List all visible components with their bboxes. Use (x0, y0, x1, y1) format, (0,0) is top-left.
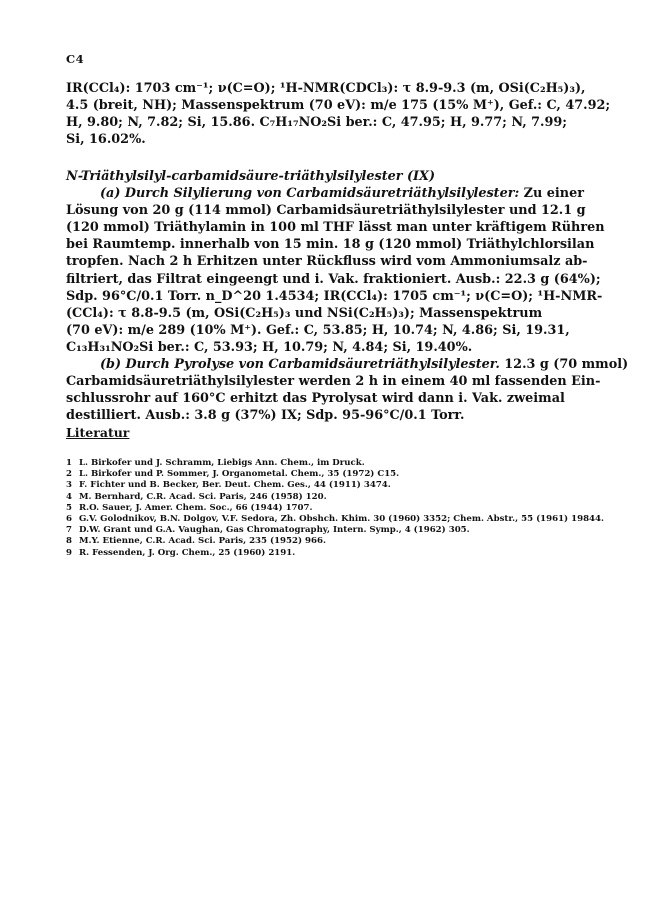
page-label: C4 (66, 52, 85, 66)
reference-text: L. Birkofer und P. Sommer, J. Organometal. Chem., 35 (1972) C15. (79, 469, 400, 480)
section-compound-ix (66, 168, 629, 424)
method-a-first-text: Zu einer (519, 186, 584, 202)
method-a-first-line (66, 185, 626, 202)
reference-number: 8 (66, 536, 72, 547)
section-spectral-data (66, 80, 626, 148)
reference-number: 5 (66, 502, 72, 513)
text-line: Carbamidsäuretriäthylsilylester werden 2 h in einem 40 ml fassenden Ein- (66, 374, 601, 390)
compound-heading: N-Triäthylsilyl-carbamidsäure-triäthylsilylester (IX) (66, 169, 435, 184)
method-b-first-line (66, 356, 629, 373)
reference-text: R.O. Sauer, J. Amer. Chem. Soc., 66 (1944) 1707. (79, 502, 313, 513)
text-line: (CCl₄): τ 8.8-9.5 (m, OSi(C₂H₅)₃ und NSi(C₂H₅)₃); Massenspektrum (66, 305, 543, 321)
text-line: C₁₃H₃₁NO₂Si ber.: C, 53.93; H, 10.79; N, 4.84; Si, 19.40%. (66, 339, 473, 355)
text-line: tropfen. Nach 2 h Erhitzen unter Rückfluss wird vom Ammoniumsalz ab- (66, 254, 588, 270)
text-line: destilliert. Ausb.: 3.8 g (37%) IX; Sdp. 95-96°C/0.1 Torr. (66, 408, 465, 424)
text-line: H, 9.80; N, 7.82; Si, 15.86. C₇H₁₇NO₂Si ber.: C, 47.95; H, 9.77; N, 7.99; (66, 115, 568, 131)
reference-number: 6 (66, 514, 72, 525)
method-a-label: (a) Durch Silylierung von Carbamidsäuretriäthylsilylester: (100, 186, 520, 202)
reference-text: D.W. Grant und G.A. Vaughan, Gas Chromatography, Intern. Symp., 4 (1962) 305. (79, 525, 470, 536)
reference-number: 1 (66, 458, 72, 468)
reference-number: 7 (66, 525, 72, 536)
literature-heading: Literatur (66, 425, 130, 440)
reference-number: 2 (66, 469, 72, 480)
reference-item (66, 503, 626, 514)
reference-item (66, 458, 626, 469)
text-line: schlussrohr auf 160°C erhitzt das Pyrolysat wird dann i. Vak. zweimal (66, 391, 565, 407)
reference-list (66, 458, 626, 559)
reference-number: 3 (66, 480, 72, 491)
reference-text: R. Fessenden, J. Org. Chem., 25 (1960) 2191. (79, 547, 296, 558)
text-line: (120 mmol) Triäthylamin in 100 ml THF lässt man unter kräftigem Rühren (66, 220, 605, 236)
text-line: Lösung von 20 g (114 mmol) Carbamidsäuretriäthylsilylester und 12.1 g (66, 203, 586, 219)
reference-item (66, 548, 626, 559)
text-line: 4.5 (breit, NH); Massenspektrum (70 eV): m/e 175 (15% M⁺), Gef.: C, 47.92; (66, 98, 611, 114)
reference-item (66, 525, 626, 536)
text-line: Si, 16.02%. (66, 132, 146, 148)
reference-item (66, 469, 626, 480)
text-line: filtriert, das Filtrat eingeengt und i. Vak. fraktioniert. Ausb.: 22.3 g (64%); (66, 271, 601, 287)
text-line: IR(CCl₄): 1703 cm⁻¹; ν(C=O); ¹H-NMR(CDCl₃): τ 8.9-9.3 (m, OSi(C₂H₅)₃), (66, 81, 586, 96)
method-b-first-text: 12.3 g (70 mmol) (499, 357, 629, 373)
text-line: bei Raumtemp. innerhalb von 15 min. 18 g (120 mmol) Triäthylchlorsilan (66, 237, 595, 253)
reference-text: L. Birkofer und J. Schramm, Liebigs Ann. Chem., im Druck. (79, 458, 365, 468)
reference-item (66, 536, 626, 547)
reference-number: 9 (66, 547, 72, 558)
text-line: (70 eV): m/e 289 (10% M⁺). Gef.: C, 53.85; H, 10.74; N, 4.86; Si, 19.31, (66, 322, 570, 338)
reference-text: M. Bernhard, C.R. Acad. Sci. Paris, 246 (1958) 120. (79, 491, 327, 502)
reference-text: F. Fichter und B. Becker, Ber. Deut. Chem. Ges., 44 (1911) 3474. (79, 480, 391, 491)
reference-text: G.V. Golodnikov, B.N. Dolgov, V.F. Sedora, Zh. Obshch. Khim. 30 (1960) 3352; Chem. Abstr., 55 (1961) 19844. (79, 514, 605, 525)
method-b-label: (b) Durch Pyrolyse von Carbamidsäuretriäthylsilylester. (100, 357, 500, 373)
reference-item (66, 492, 626, 503)
text-line: Sdp. 96°C/0.1 Torr. n_D^20 1.4534; IR(CCl₄): 1705 cm⁻¹; ν(C=O); ¹H-NMR- (66, 288, 603, 304)
reference-text: M.Y. Etienne, C.R. Acad. Sci. Paris, 235 (1952) 966. (79, 536, 326, 547)
reference-item (66, 480, 626, 491)
reference-item (66, 514, 626, 525)
reference-number: 4 (66, 491, 72, 502)
